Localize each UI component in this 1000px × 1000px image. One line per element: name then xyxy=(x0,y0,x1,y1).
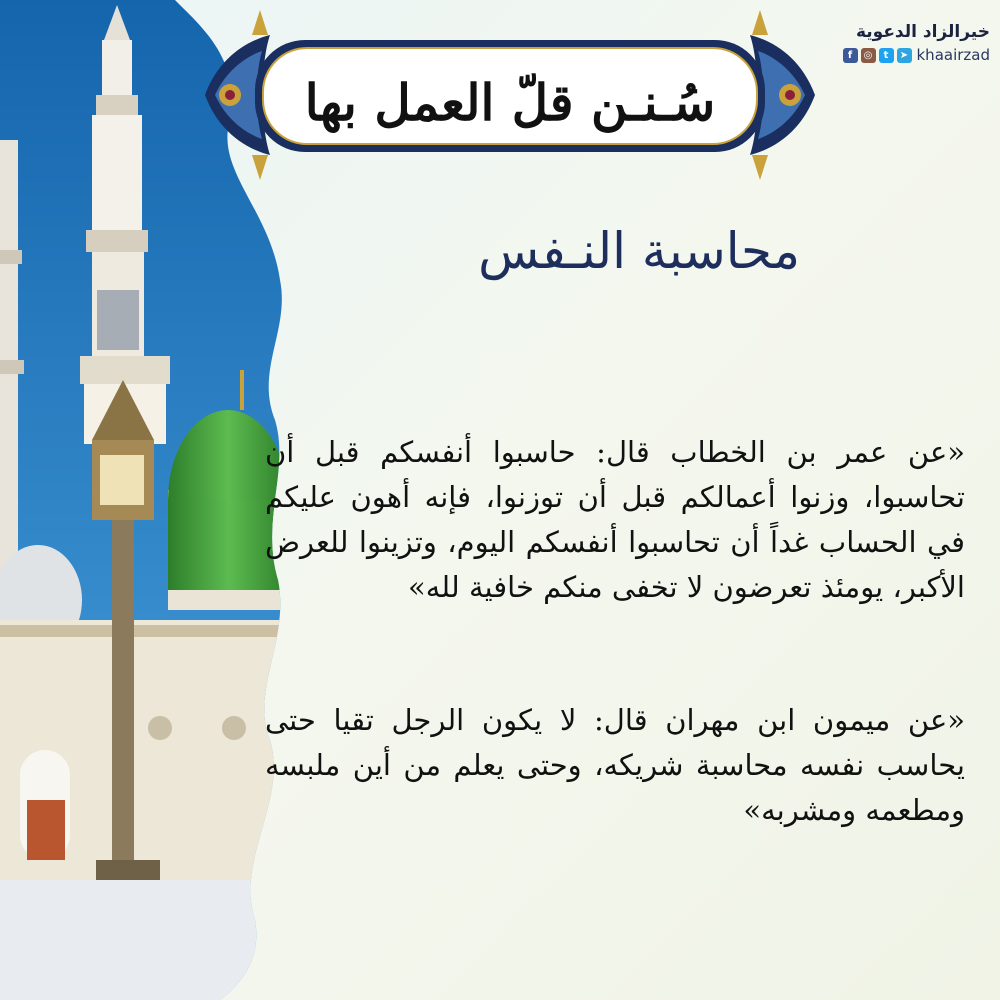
quote-maymun: «عن ميمون ابن مهران قال: لا يكون الرجل تقيا حتى يحاسب نفسه محاسبة شريكه، وحتى يعلم من أين ملبسه ومطعمه ومشربه» xyxy=(265,703,965,827)
facebook-icon[interactable]: f xyxy=(843,48,858,63)
section-subtitle: محاسبة النـفس xyxy=(478,222,800,280)
brand-name: خيرالزاد الدعوية xyxy=(855,22,990,42)
instagram-icon[interactable]: ◎ xyxy=(861,48,876,63)
twitter-icon[interactable]: t xyxy=(879,48,894,63)
brand-block xyxy=(843,22,991,64)
social-row xyxy=(843,46,991,64)
quote-umar: «عن عمر بن الخطاب قال: حاسبوا أنفسكم قبل أن تحاسبوا، وزنوا أعمالكم قبل أن توزنوا، فإنه أهون عليكم في الحساب غداً أن تحاسبوا أنفسكم اليوم، وتزينوا للعرض الأكبر، يومئذ تعرضون لا تخفى منكم خافية لله» xyxy=(265,435,965,604)
telegram-icon[interactable]: ➤ xyxy=(897,48,912,63)
brand-handle[interactable]: khaairzad xyxy=(916,46,990,64)
banner-title: سُـنـن قلّ العمل بها xyxy=(304,72,716,132)
